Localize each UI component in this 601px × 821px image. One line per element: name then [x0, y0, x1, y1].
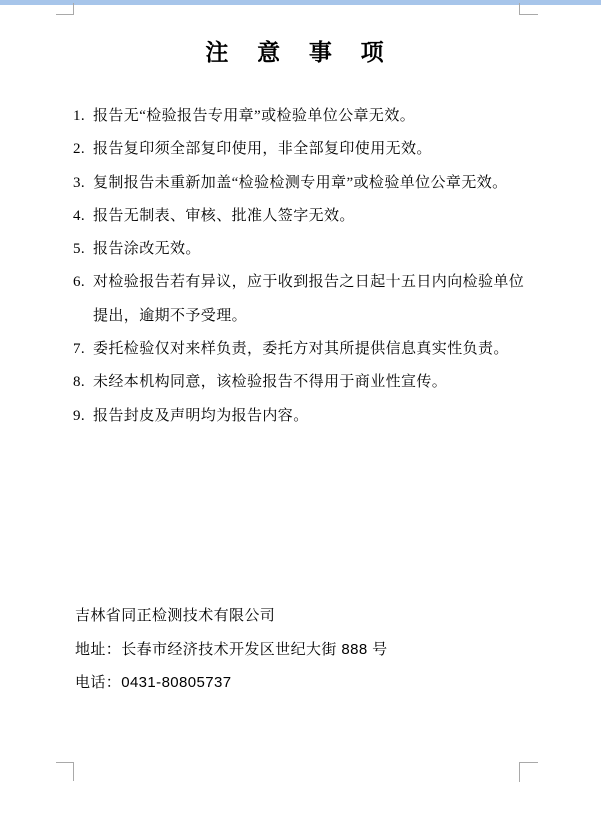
- crop-mark-line: [56, 762, 74, 763]
- item-number: 9.: [73, 407, 86, 424]
- notice-item-4: [73, 200, 533, 233]
- item-number: 2.: [73, 141, 86, 158]
- notice-item-1: [73, 100, 533, 133]
- notice-item-9: [73, 400, 533, 433]
- company-name: 吉林省同正检测技术有限公司: [75, 607, 276, 624]
- margin-crop-mark-bottom-left: [56, 762, 74, 781]
- notice-item-2: [73, 133, 533, 166]
- company-address: 地址：长春市经济技术开发区世纪大街 888 号: [75, 640, 388, 658]
- crop-mark-line: [519, 762, 520, 782]
- margin-crop-mark-top-left: [56, 3, 74, 15]
- item-number: 7.: [73, 341, 86, 358]
- item-text: 未经本机构同意，该检验报告不得用于商业性宣传。: [93, 374, 448, 391]
- item-text-continued: 提出，逾期不予受理。: [93, 307, 248, 324]
- item-text: 对检验报告若有异议，应于收到报告之日起十五日内向检验单位: [93, 274, 525, 291]
- item-number: 4.: [73, 207, 86, 224]
- crop-mark-line: [73, 762, 74, 781]
- item-text: 报告无“检验报告专用章”或检验单位公章无效。: [93, 108, 416, 124]
- item-number: 1.: [73, 108, 86, 124]
- window-top-edge: [0, 0, 601, 5]
- item-text: 报告封皮及声明均为报告内容。: [93, 407, 309, 424]
- crop-mark-line: [519, 14, 538, 15]
- item-text: 报告涂改无效。: [93, 241, 201, 258]
- margin-crop-mark-bottom-right: [519, 762, 538, 782]
- notice-item-7: [73, 333, 533, 366]
- notice-item-3: [73, 167, 533, 200]
- margin-crop-mark-top-right: [519, 3, 538, 15]
- item-number: 6.: [73, 274, 86, 291]
- company-info: [75, 599, 535, 700]
- company-phone: 电话：0431-80805737: [75, 674, 232, 691]
- item-text: 复制报告未重新加盖“检验检测专用章”或检验单位公章无效。: [93, 174, 508, 191]
- notice-list: [73, 100, 533, 433]
- crop-mark-line: [56, 14, 74, 15]
- item-text: 报告复印须全部复印使用，非全部复印使用无效。: [93, 141, 432, 158]
- notice-item-6: [73, 266, 533, 333]
- item-number: 3.: [73, 174, 86, 191]
- crop-mark-line: [519, 762, 538, 763]
- page-title: 注 意 事 项: [205, 40, 387, 65]
- item-number: 8.: [73, 374, 86, 391]
- notice-item-5: [73, 233, 533, 266]
- item-number: 5.: [73, 241, 86, 258]
- item-text: 委托检验仅对来样负责，委托方对其所提供信息真实性负责。: [93, 341, 509, 358]
- item-text: 报告无制表、审核、批准人签字无效。: [93, 207, 355, 224]
- notice-item-8: [73, 366, 533, 399]
